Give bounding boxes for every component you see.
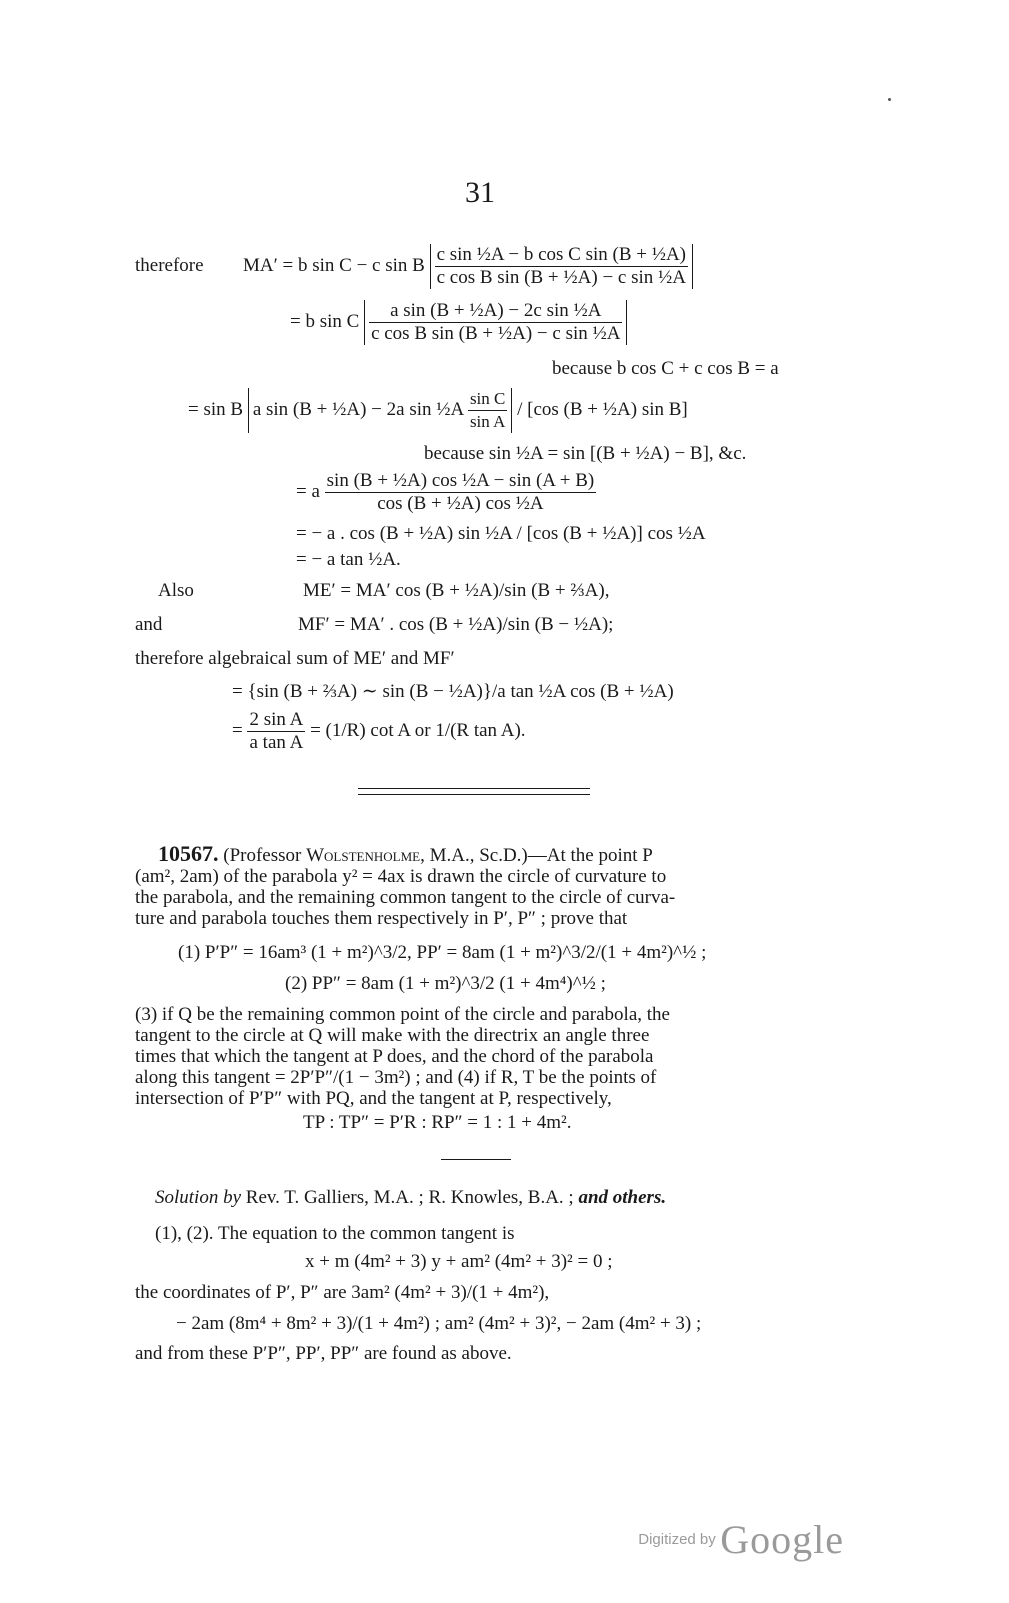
watermark-small-text: Digitized by [638,1531,716,1548]
derivation-line-2-fraction [369,300,622,345]
problem-line-3: the parabola, and the remaining common tangent to the circle of curva- [135,887,676,908]
derivation-line-8: = − a tan ½A. [296,549,401,570]
derivation-line-2-bracket [364,300,627,345]
solution-line-4: and from these P′P″, PP′, PP″ are found as above. [135,1343,512,1364]
page-number: 31 [465,176,495,209]
derivation-line-1-bracket [430,244,693,289]
problem-line-8: along this tangent = 2P′P″/(1 − 3m²) ; and (4) if R, T be the points of [135,1067,657,1088]
solution-heading-intro: Solution by [155,1187,242,1208]
fraction-denominator: c cos B sin (B + ½A) − c sin ½A [371,323,621,344]
sum-equation-2-eq: = [232,719,243,741]
fraction-numerator: c sin ½A − b cos C sin (B + ½A) [436,244,687,265]
derivation-line-4-rhs: / [cos (B + ½A) sin B] [517,398,688,420]
problem-line-9: intersection of P′P″ with PQ, and the tangent at P, respectively, [135,1088,612,1109]
problem-line-7: times that which the tangent at P does, and the chord of the parabola [135,1046,654,1067]
derivation-line-4-bracket [248,388,513,433]
solution-heading-end: and others. [578,1187,667,1208]
derivation-line-4 [188,388,688,433]
fraction-numerator: 2 sin A [249,709,304,730]
sum-equation-2 [232,709,526,754]
double-rule-top [358,788,590,789]
fraction-numerator: sin C [468,388,507,411]
derivation-line-4-lhs: = sin B [188,398,244,420]
fraction-denominator: cos (B + ½A) cos ½A [377,493,544,514]
also-label: Also [158,580,194,601]
fraction-denominator: sin A [469,412,506,431]
derivation-line-6-lhs: = a [296,480,320,502]
double-rule-bottom [358,794,590,795]
because-line-2: because sin ½A = sin [(B + ½A) − B], &c. [424,443,747,464]
fraction-numerator: a sin (B + ½A) − 2c sin ½A [369,300,622,323]
problem-line-1 [158,843,653,867]
therefore-label: therefore [135,255,204,276]
scan-speck [888,98,891,101]
derivation-line-2-lhs: = b sin C [290,310,360,332]
fraction-numerator: sin (B + ½A) cos ½A − sin (A + B) [326,470,595,491]
solution-heading [155,1187,666,1209]
because-line-1: because b cos C + c cos B = a [552,358,779,379]
problem-line-2: (am², 2am) of the parabola y² = 4ax is drawn the circle of curvature to [135,866,667,887]
sum-equation-1: = {sin (B + ⅔A) ∼ sin (B − ½A)}/a tan ½A cos (B + ½A) [232,681,674,702]
derivation-line-6-fraction [325,470,597,515]
derivation-line-1 [243,244,693,289]
derivation-line-4-body: a sin (B + ½A) − 2a sin ½A [252,398,464,420]
sum-equation-2-rhs: = (1/R) cot A or 1/(R tan A). [310,719,526,741]
author-intro: (Professor [223,845,302,866]
problem-number: 10567. [158,841,219,866]
and-equation: MF′ = MA′ . cos (B + ½A)/sin (B − ½A); [298,614,614,635]
also-equation: ME′ = MA′ cos (B + ½A)/sin (B + ⅔A), [303,580,610,601]
fraction-denominator: a tan A [249,732,304,753]
derivation-line-7: = − a . cos (B + ½A) sin ½A / [cos (B + ½A)] cos ½A [296,523,706,544]
solution-heading-authors: Rev. T. Galliers, M.A. ; R. Knowles, B.A. ; [245,1187,574,1208]
problem-line-4: ture and parabola touches them respectively in P′, P″ ; prove that [135,908,628,929]
derivation-line-4-fraction [468,388,507,433]
author-name: Wolstenholme [306,845,421,866]
digitized-by-google-watermark [638,1516,844,1563]
sum-line: therefore algebraical sum of ME′ and MF′ [135,648,455,669]
problem-equation-1: (1) P′P″ = 16am³ (1 + m²)^3/2, PP′ = 8am (1 + m²)^3/2/(1 + 4m²)^½ ; [178,942,707,963]
separator-rule [441,1159,511,1160]
problem-line-6: tangent to the circle at Q will make with the directrix an angle three [135,1025,650,1046]
problem-equation-2: (2) PP″ = 8am (1 + m²)^3/2 (1 + 4m⁴)^½ ; [285,973,606,994]
derivation-line-1-lhs: MA′ = b sin C − c sin B [243,254,425,276]
solution-equation-1: x + m (4m² + 3) y + am² (4m² + 3)² = 0 ; [305,1251,613,1272]
derivation-line-2 [290,300,627,345]
problem-line-5: (3) if Q be the remaining common point of the circle and parabola, the [135,1004,670,1025]
solution-line-3: − 2am (8m⁴ + 8m² + 3)/(1 + 4m²) ; am² (4m² + 3)², − 2am (4m² + 3) ; [176,1313,702,1334]
author-rest: , M.A., Sc.D.)—At the point P [420,845,653,866]
watermark-logo-text: Google [720,1517,844,1562]
problem-equation-3: TP : TP″ = P′R : RP″ = 1 : 1 + 4m². [303,1112,572,1133]
derivation-line-1-fraction [435,244,688,289]
solution-line-2: the coordinates of P′, P″ are 3am² (4m² + 3)/(1 + 4m²), [135,1282,550,1303]
derivation-line-6 [296,470,596,515]
sum-equation-2-fraction [247,709,305,754]
solution-line-1: (1), (2). The equation to the common tangent is [155,1223,515,1244]
and-label: and [135,614,163,635]
fraction-denominator: c cos B sin (B + ½A) − c sin ½A [436,267,686,288]
